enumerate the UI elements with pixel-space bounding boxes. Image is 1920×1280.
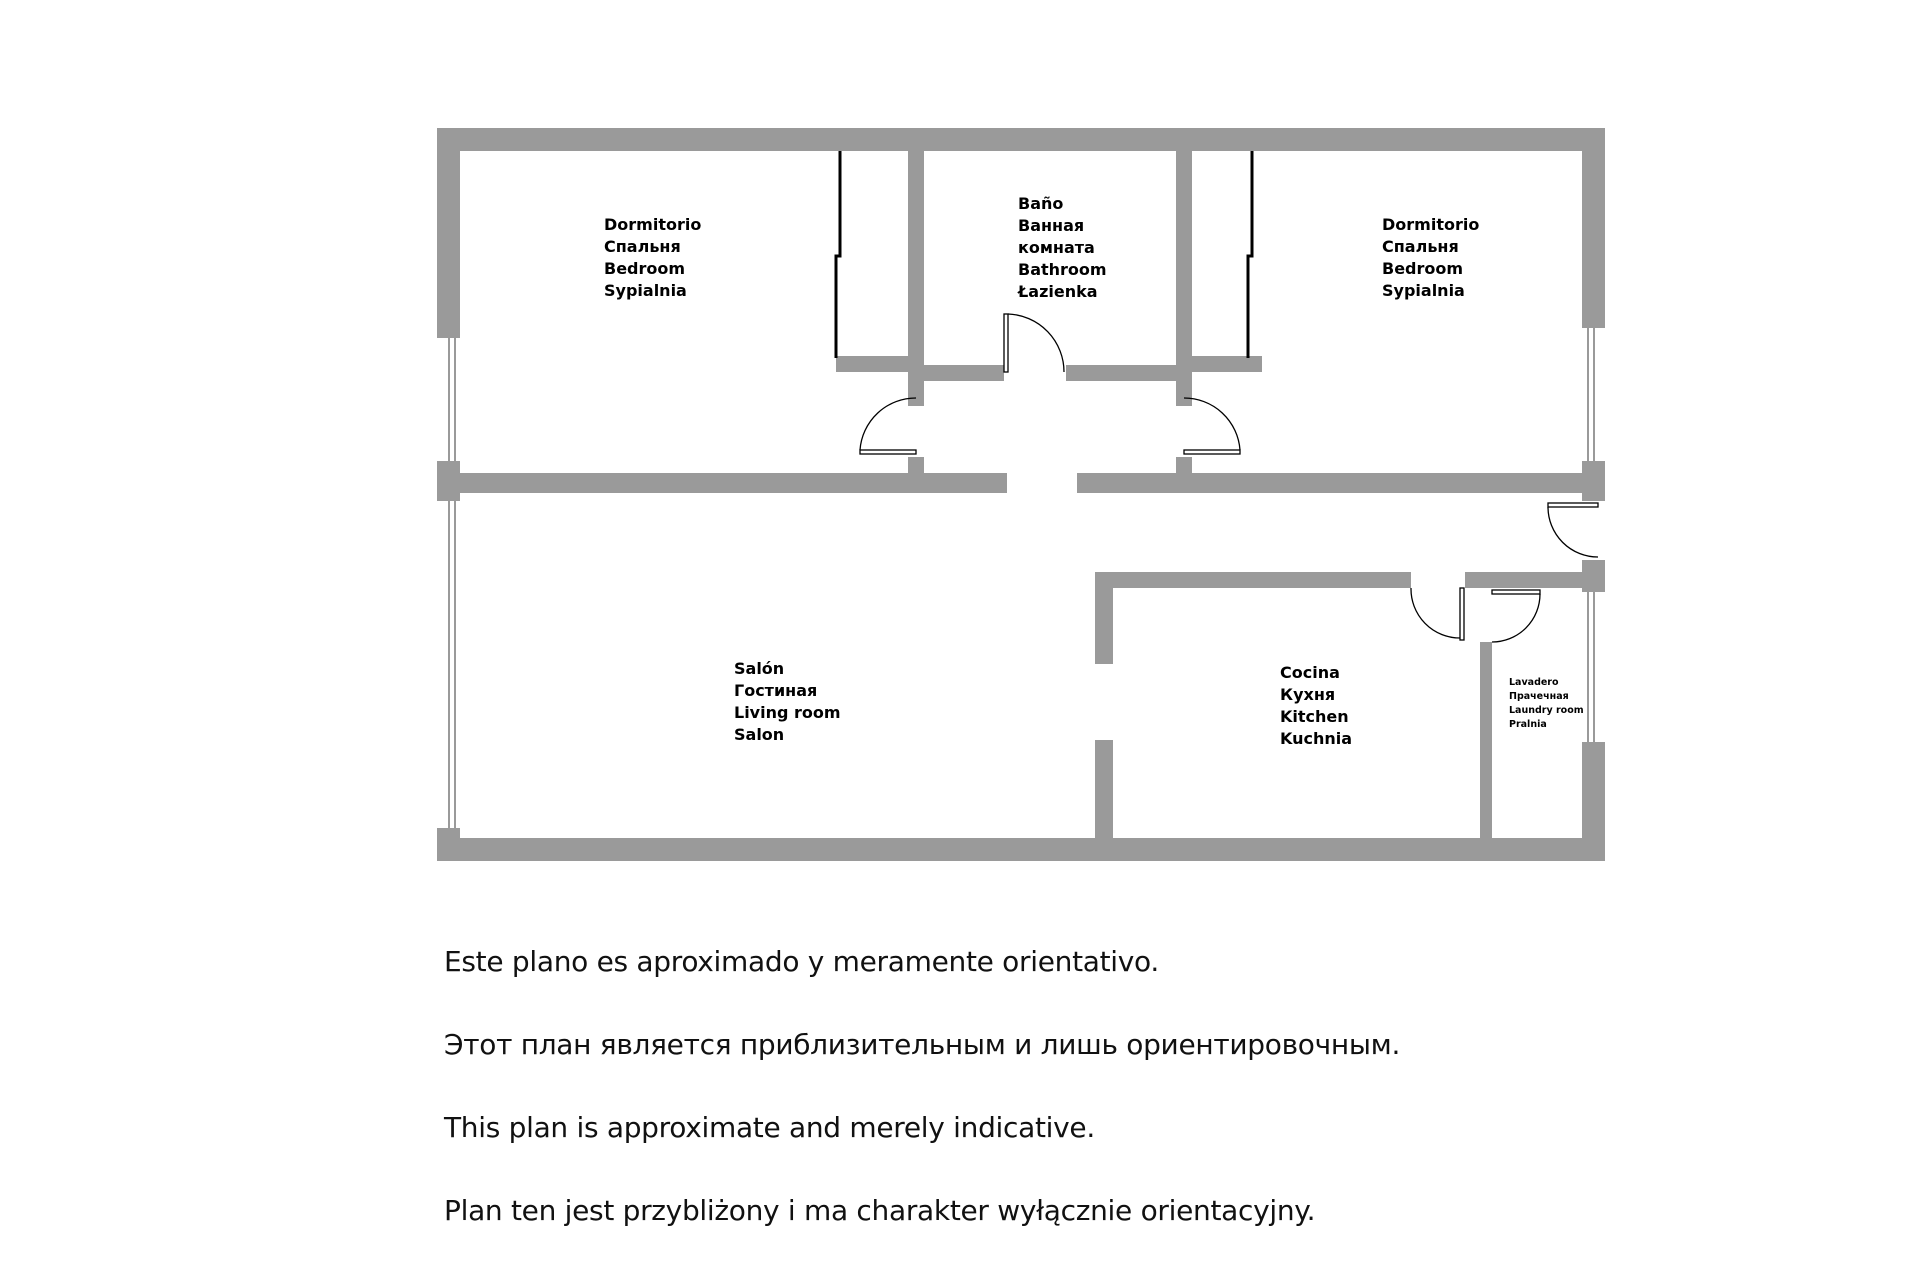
wall-top (437, 128, 1605, 151)
label-line: Bathroom (1018, 260, 1107, 279)
disclaimer-en: This plan is approximate and merely indicative. (444, 1111, 1095, 1144)
wall-kitchen-left-lower (1095, 740, 1113, 861)
label-line: Baño (1018, 194, 1064, 213)
label-line: Прачечная (1509, 691, 1569, 702)
door-laundry (1492, 590, 1540, 594)
label-line: Kuchnia (1280, 729, 1353, 748)
wall-right-upper (1582, 128, 1605, 328)
wall-mid-right (1077, 473, 1605, 493)
wall-kitchen-left-upper (1095, 572, 1113, 664)
label-line: Кухня (1280, 685, 1336, 704)
wall-bottom (437, 838, 1605, 861)
label-line: Łazienka (1018, 282, 1098, 301)
wall-bath-left-low (908, 457, 924, 493)
wall-laundry (1480, 642, 1492, 861)
label-line: Ванная (1018, 216, 1085, 235)
label-line: Bedroom (1382, 259, 1464, 278)
disclaimer-ru: Этот план является приблизительным и лишь ориентировочным. (444, 1028, 1401, 1061)
label-line: Спальня (1382, 237, 1459, 256)
label-line: Гостиная (734, 681, 818, 700)
label-line: Lavadero (1509, 677, 1559, 688)
door-bedroom-left (860, 450, 916, 454)
door-bathroom (1004, 314, 1008, 372)
label-bathroom (1017, 194, 1112, 301)
door-entrance (1548, 503, 1598, 507)
label-line: Dormitorio (1382, 215, 1480, 234)
label-line: комната (1018, 238, 1095, 257)
label-line: Pralnia (1509, 719, 1547, 730)
disclaimer-es: Este plano es aproximado y meramente orientativo. (444, 945, 1159, 978)
wall-right-lower (1582, 742, 1605, 861)
door-bedroom-right (1184, 450, 1240, 454)
wall-left-upper (437, 128, 460, 338)
label-bedroom-right (1382, 215, 1485, 300)
wall-bath-bottom-right (1066, 365, 1192, 381)
windows (449, 328, 1594, 828)
wall-closet-left (836, 356, 924, 372)
label-living-room (734, 659, 846, 744)
disclaimer-pl: Plan ten jest przybliżony i ma charakter wyłącznie orientacyjny. (444, 1194, 1316, 1227)
wall-kitchen-top-left (1095, 572, 1411, 588)
label-line: Kitchen (1280, 707, 1349, 726)
label-bedroom-left (604, 215, 707, 300)
wall-kitchen-top-right (1465, 572, 1605, 588)
label-line: Dormitorio (604, 215, 702, 234)
label-line: Спальня (604, 237, 681, 256)
label-line: Cocina (1280, 663, 1340, 682)
label-line: Sypialnia (604, 281, 687, 300)
wall-bath-right-low (1176, 457, 1192, 493)
label-line: Sypialnia (1382, 281, 1465, 300)
label-kitchen (1280, 663, 1354, 748)
label-line: Laundry room (1509, 705, 1584, 716)
label-line: Salon (734, 725, 785, 744)
door-kitchen (1460, 588, 1464, 640)
wall-closet-right (1176, 356, 1262, 372)
label-line: Living room (734, 703, 841, 722)
label-laundry (1509, 677, 1587, 730)
wall-left-lower (437, 828, 460, 861)
label-line: Bedroom (604, 259, 686, 278)
label-line: Salón (734, 659, 785, 678)
